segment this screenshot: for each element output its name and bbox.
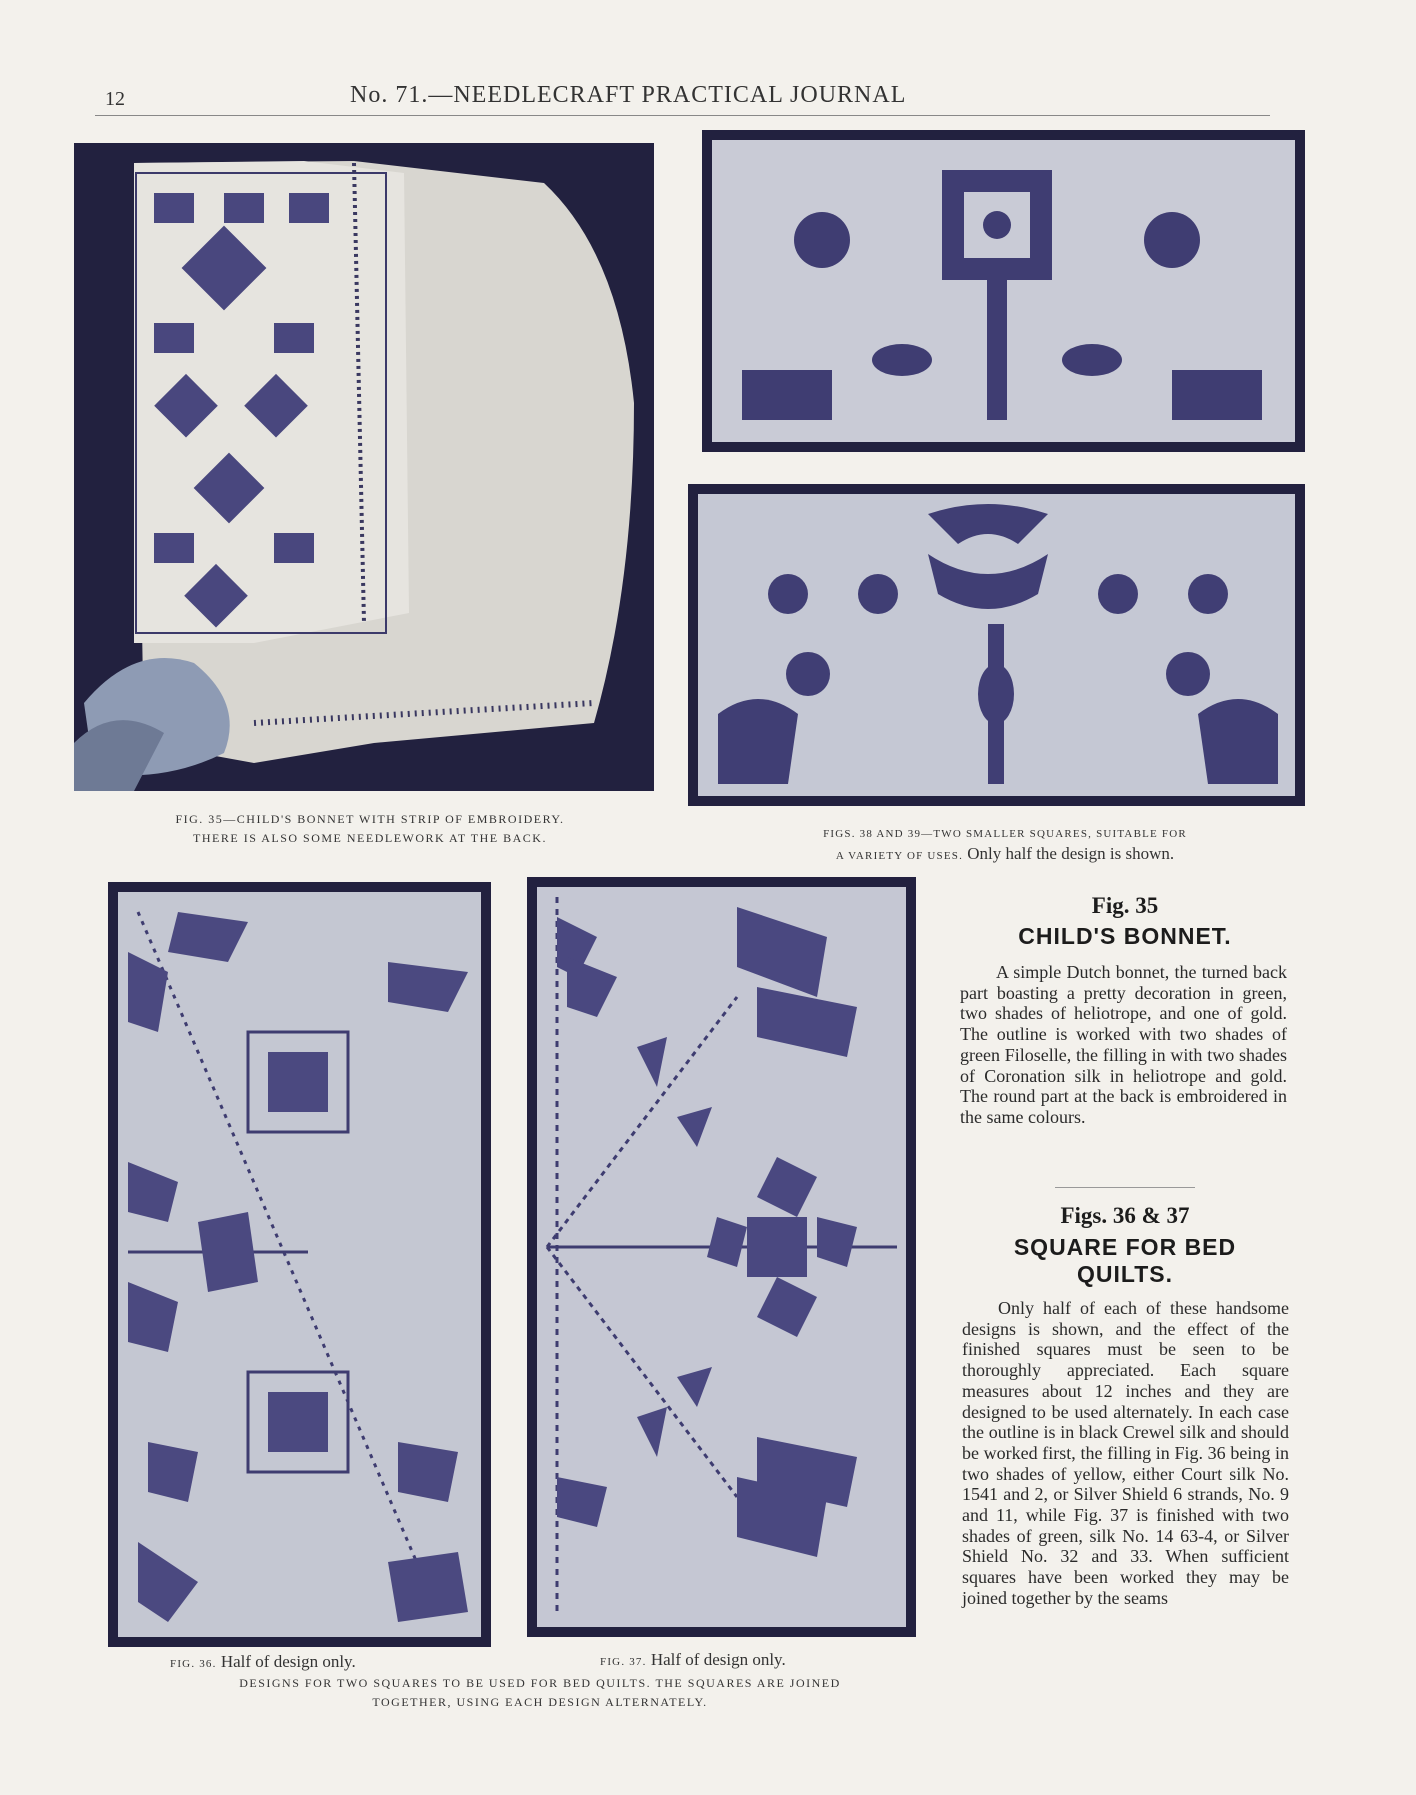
fig38-caption-line1: FIGS. 38 AND 39—TWO SMALLER SQUARES, SUITABLE FOR — [823, 828, 1187, 840]
section2-fig-label: Figs. 36 & 37 — [1060, 1203, 1190, 1228]
fig38-caption-line2-text: Only half the design is shown. — [967, 844, 1175, 863]
bottom-caption — [100, 1674, 980, 1712]
fig38-embroidery-photo — [702, 130, 1305, 452]
fig35-caption — [90, 810, 650, 848]
section2-title-line1: SQUARE FOR BED — [1013, 1234, 1237, 1260]
fig36-quilt-square-photo — [108, 882, 491, 1647]
fig37-caption-text: Half of design only. — [650, 1650, 786, 1669]
fig35-bonnet-photo — [74, 143, 654, 791]
fig36-caption-text: Half of design only. — [220, 1652, 356, 1671]
section1-body-text: A simple Dutch bonnet, the turned back part boasting a pretty decoration in green, two shades of heliotrope, and one of gold. The outline is worked with two shades of green Filoselle, the filling in with two shades of Coronation silk in heliotrope and gold. The round part at the back is embroidered in the same colours. — [960, 962, 1287, 1127]
bottom-caption-line2: TOGETHER, USING EACH DESIGN ALTERNATELY. — [372, 1695, 708, 1709]
fig37-quilt-square-photo — [527, 877, 916, 1637]
fig39-embroidery-photo — [688, 484, 1305, 806]
section2-body-text: Only half of each of these handsome designs is shown, and the effect of the finished squares must be seen to be thoroughly appreciated. Each square measures about 12 inches and they are designed to be used alternately. In each case the outline is in black Crewel silk and should be worked first, the filling in Fig. 36 being in two shades of yellow, either Court silk No. 1541 and 2, or Silver Shield 6 strands, No. 9 and 11, while Fig. 37 is finished with two shades of green, silk No. 14 63-4, or Silver Shield No. 32 and 33. When sufficient squares have been worked they may be joined together by the seams — [962, 1298, 1289, 1608]
fig36-caption — [170, 1652, 356, 1672]
fig37-caption-label: FIG. 37. — [600, 1656, 647, 1668]
section1-body — [960, 962, 1287, 1128]
page-number: 12 — [105, 88, 125, 110]
header-rule — [95, 115, 1270, 116]
fig37-caption — [600, 1650, 786, 1670]
fig36-caption-label: FIG. 36. — [170, 1658, 217, 1670]
running-head: No. 71.—NEEDLECRAFT PRACTICAL JOURNAL — [350, 82, 907, 108]
fig35-caption-line2: THERE IS ALSO SOME NEEDLEWORK AT THE BACK. — [193, 831, 547, 845]
fig35-caption-line1: FIG. 35—CHILD'S BONNET WITH STRIP OF EMBROIDERY. — [175, 812, 565, 826]
section2-title-line2: QUILTS. — [1076, 1261, 1173, 1287]
section1-fig-label: Fig. 35 — [1091, 893, 1159, 918]
section2-body — [962, 1298, 1289, 1609]
section-divider — [1055, 1187, 1195, 1188]
bottom-caption-line1: DESIGNS FOR TWO SQUARES TO BE USED FOR BED QUILTS. THE SQUARES ARE JOINED — [239, 1676, 841, 1690]
section1-title: CHILD'S BONNET. — [1018, 923, 1232, 949]
fig38-caption-line2-caps: A VARIETY OF USES. — [835, 850, 964, 862]
fig38-caption — [700, 824, 1310, 866]
